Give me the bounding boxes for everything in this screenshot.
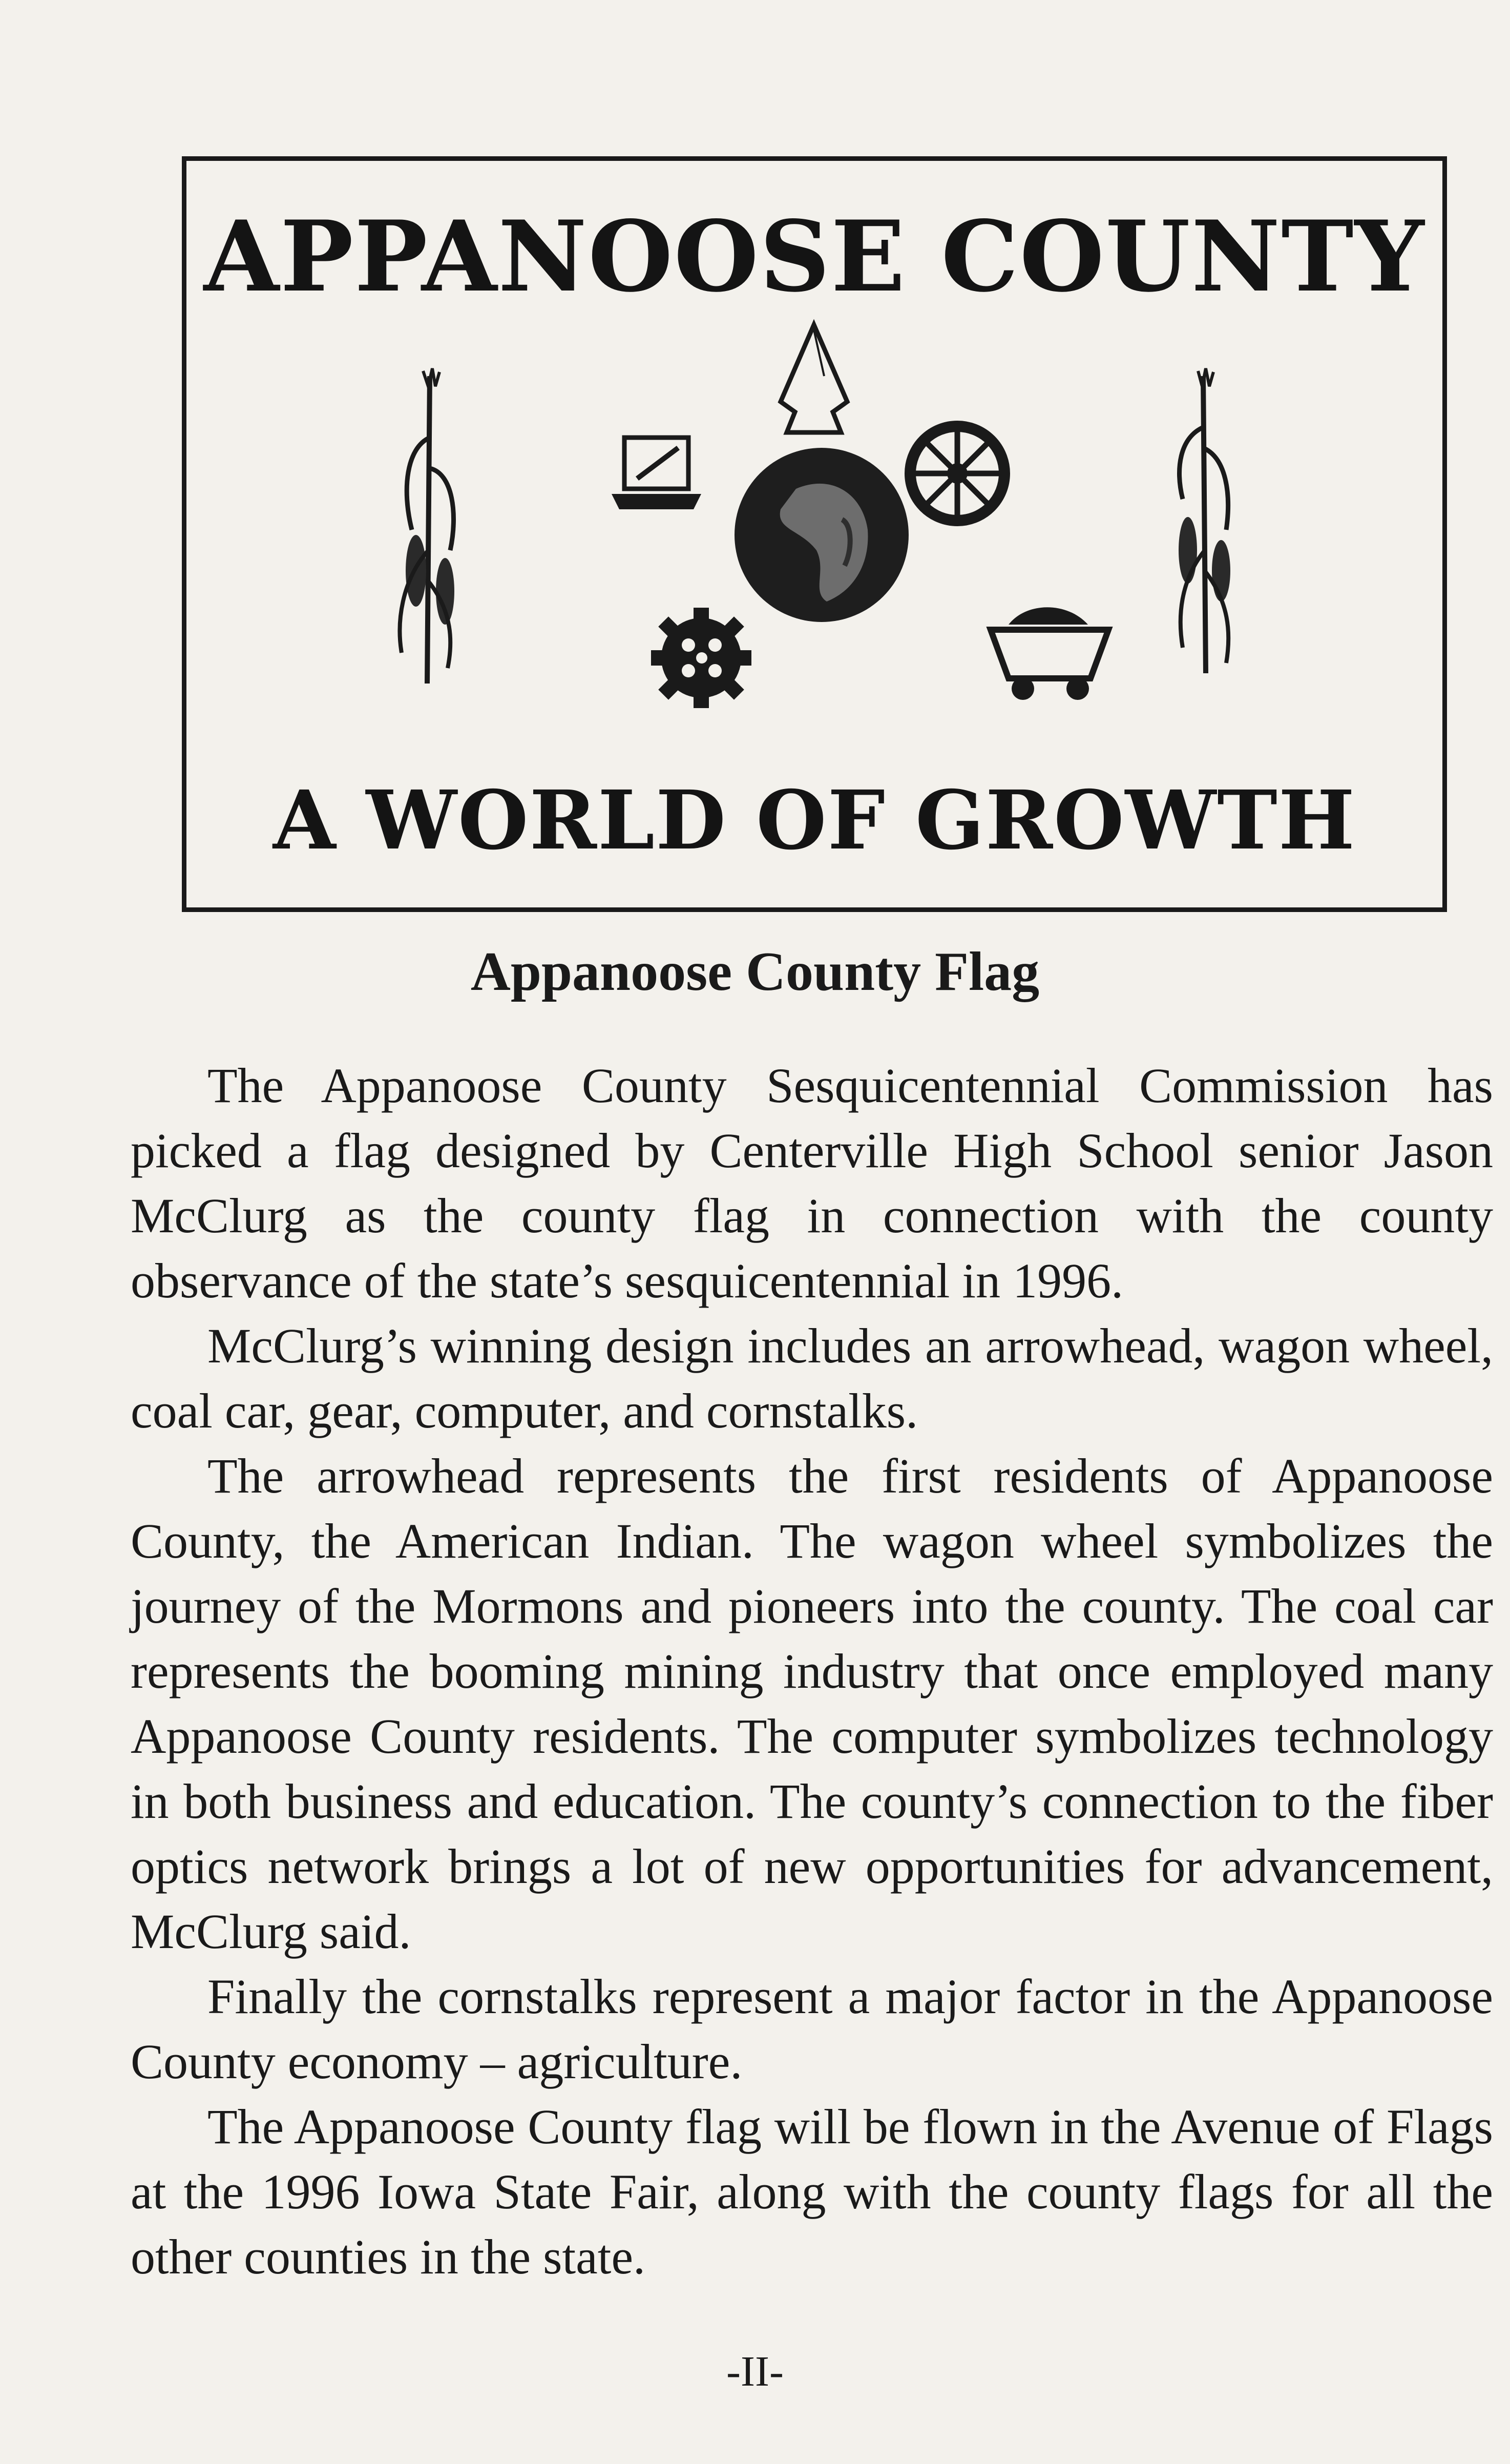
paragraph: The arrowhead represents the first residents of Appanoose County, the American Indian. The wagon wheel symbolizes the journey of the Mormons and pioneers into the county. The coal car represents the booming mining industry that once employed many Appanoose County residents. The computer symbolizes technology in both business and education. The county’s connection to the fiber optics network brings a lot of new opportunities for advancement, McClurg said.: [131, 1448, 1493, 1959]
paragraph: Finally the cornstalks represent a major factor in the Appanoose County economy – agriculture.: [131, 1969, 1493, 2089]
gear-icon: [651, 608, 751, 708]
paragraph: The Appanoose County flag will be flown in the Avenue of Flags at the 1996 Iowa State Fair, along with the county flags for all the other counties in the state.: [131, 2099, 1493, 2284]
cornstalk-icon: [400, 368, 454, 684]
wagon-wheel-icon: [910, 426, 1004, 521]
arrowhead-icon: [781, 325, 847, 432]
county-flag: [182, 156, 1447, 912]
computer-icon: [612, 438, 701, 509]
cornstalk-icon: [1179, 368, 1230, 673]
paragraph: McClurg’s winning design includes an arrowhead, wagon wheel, coal car, gear, computer, and cornstalks.: [131, 1318, 1493, 1438]
globe-icon: [735, 448, 909, 622]
article-heading: Appanoose County Flag: [470, 941, 1040, 1002]
paragraph: The Appanoose County Sesquicentennial Commission has picked a flag designed by Centerville High School senior Jason McClurg as the county flag in connection with the county observance of the state’s sesquicentennial in 1996.: [131, 1058, 1493, 1308]
coal-car-icon: [991, 607, 1108, 700]
flag-title-bottom: A WORLD OF GROWTH: [272, 773, 1356, 868]
flag-title-top: APPANOOSE COUNTY: [203, 199, 1425, 314]
article-body: [131, 1053, 1493, 2289]
page-number: -II-: [726, 2348, 784, 2395]
